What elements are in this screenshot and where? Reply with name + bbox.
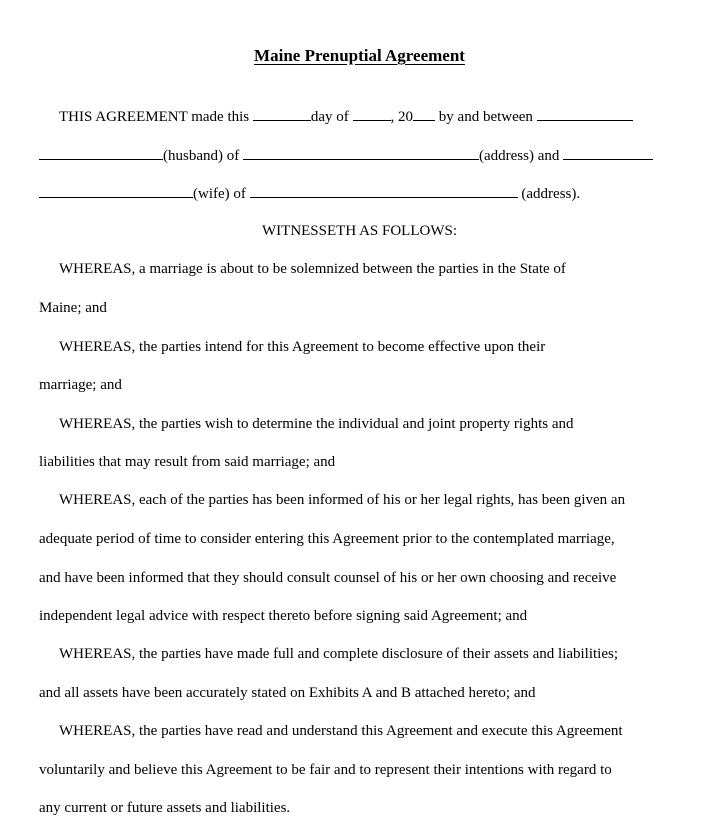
- body-line: adequate period of time to consider entering this Agreement prior to the contemplated marriage,: [39, 531, 615, 547]
- intro-line-1: [59, 106, 633, 126]
- intro-text: , 20: [390, 109, 414, 125]
- body-line: WHEREAS, each of the parties has been informed of his or her legal rights, has been given an: [59, 492, 626, 508]
- body-line: any current or future assets and liabilities.: [39, 800, 291, 816]
- intro-text: by and between: [435, 109, 537, 125]
- husband-name-blank[interactable]: [537, 106, 633, 121]
- body-line: WHEREAS, the parties intend for this Agreement to become effective upon their: [59, 339, 546, 355]
- husband-name-blank-2[interactable]: [39, 145, 163, 160]
- body-line: WHEREAS, a marriage is about to be solemnized between the parties in the State of: [59, 261, 566, 277]
- year-blank[interactable]: [413, 106, 435, 121]
- wife-address-blank[interactable]: [250, 183, 518, 198]
- body-line: WHEREAS, the parties have read and understand this Agreement and execute this Agreement: [59, 723, 623, 739]
- body-line: independent legal advice with respect thereto before signing said Agreement; and: [39, 608, 528, 624]
- body-line: and all assets have been accurately stated on Exhibits A and B attached hereto; and: [39, 685, 536, 701]
- body-line: and have been informed that they should consult counsel of his or her own choosing and receive: [39, 570, 617, 586]
- body-line: WHEREAS, the parties have made full and complete disclosure of their assets and liabilities;: [59, 646, 619, 662]
- intro-line-2: [39, 145, 653, 165]
- intro-text: (address).: [517, 186, 581, 202]
- intro-text: day of: [310, 109, 353, 125]
- day-blank[interactable]: [253, 106, 311, 121]
- month-blank[interactable]: [353, 106, 391, 121]
- wife-name-blank[interactable]: [563, 145, 653, 160]
- document-title: Maine Prenuptial Agreement: [254, 46, 465, 65]
- body-line: marriage; and: [39, 377, 122, 393]
- intro-text: (address) and: [478, 148, 564, 164]
- intro-line-3: [39, 183, 580, 203]
- intro-text: (wife) of: [193, 186, 250, 202]
- husband-address-blank[interactable]: [243, 145, 479, 160]
- intro-text: (husband) of: [163, 148, 243, 164]
- body-line: Maine; and: [39, 300, 107, 316]
- body-line: WHEREAS, the parties wish to determine the individual and joint property rights and: [59, 416, 574, 432]
- intro-text: THIS AGREEMENT made this: [59, 109, 253, 125]
- witnesseth-heading: WITNESSETH AS FOLLOWS:: [262, 223, 457, 239]
- body-line: liabilities that may result from said marriage; and: [39, 454, 336, 470]
- body-line: voluntarily and believe this Agreement to be fair and to represent their intentions with regard to: [39, 762, 612, 778]
- wife-name-blank-2[interactable]: [39, 183, 193, 198]
